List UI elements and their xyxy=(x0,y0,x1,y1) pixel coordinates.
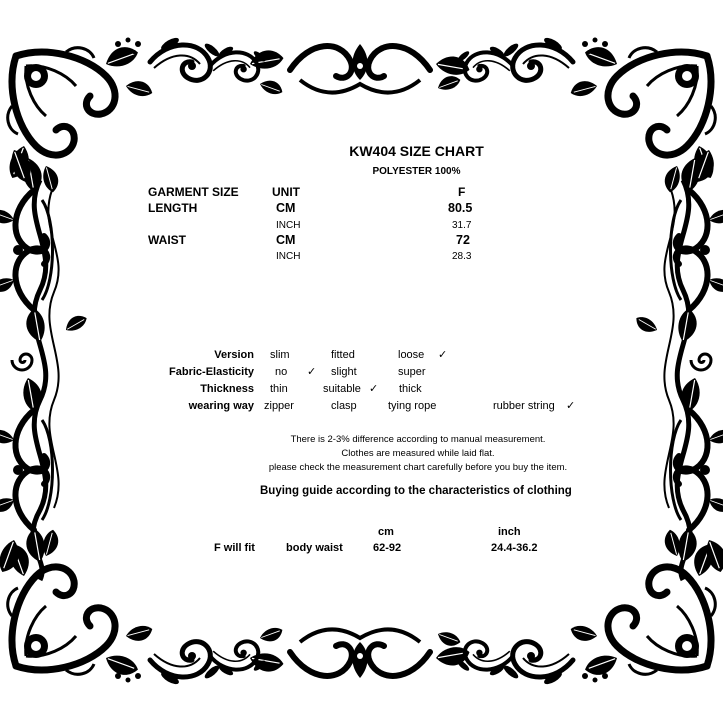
buying-guide-title: Buying guide according to the characteristics of clothing xyxy=(260,485,572,497)
header-garment-size: GARMENT SIZE xyxy=(148,185,239,199)
wearing-option-tying-rope: tying rope xyxy=(388,400,437,412)
fit-row-inch: 24.4-36.2 xyxy=(491,542,538,554)
version-option-loose: loose xyxy=(398,349,425,361)
fit-row-measure: body waist xyxy=(286,542,343,554)
elasticity-label: Fabric-Elasticity xyxy=(169,366,254,378)
row-waist-unit-cm: CM xyxy=(276,233,296,247)
version-option-fitted: fitted xyxy=(331,349,355,361)
row-waist-value-inch: 28.3 xyxy=(452,251,472,262)
row-waist-value-cm: 72 xyxy=(456,233,470,247)
version-check-icon: ✓ xyxy=(438,349,448,361)
row-length-label: LENGTH xyxy=(148,201,198,215)
corner-ornament-bottom-right xyxy=(569,528,718,679)
row-length-unit-cm: CM xyxy=(276,201,296,215)
thickness-label: Thickness xyxy=(200,383,254,395)
version-option-slim: slim xyxy=(270,349,290,361)
thickness-check-icon: ✓ xyxy=(369,383,379,395)
elasticity-check-icon: ✓ xyxy=(307,366,317,378)
header-size-f: F xyxy=(458,185,466,199)
row-waist-unit-inch: INCH xyxy=(276,251,301,262)
row-length-value-cm: 80.5 xyxy=(448,201,473,215)
thickness-option-suitable: suitable xyxy=(323,383,361,395)
wearing-way-label: wearing way xyxy=(188,400,254,412)
wearing-check-icon: ✓ xyxy=(566,400,576,412)
elasticity-option-super: super xyxy=(398,366,426,378)
row-length-unit-inch: INCH xyxy=(276,220,301,231)
thickness-option-thick: thick xyxy=(399,383,422,395)
row-length-value-inch: 31.7 xyxy=(452,220,472,231)
fit-col-inch: inch xyxy=(498,526,521,538)
header-unit: UNIT xyxy=(272,185,300,199)
note-line: please check the measurement chart carefully before you buy the item. xyxy=(268,462,568,473)
wearing-option-zipper: zipper xyxy=(264,400,294,412)
elasticity-option-slight: slight xyxy=(331,366,357,378)
wearing-option-rubber-string: rubber string xyxy=(493,400,555,412)
fit-row-cm: 62-92 xyxy=(373,542,402,554)
version-label: Version xyxy=(214,349,254,361)
chart-title: KW404 SIZE CHART xyxy=(349,143,484,159)
wearing-option-clasp: clasp xyxy=(331,400,357,412)
row-waist-label: WAIST xyxy=(148,233,186,247)
corner-ornament-bottom-left xyxy=(5,528,154,679)
note-line: There is 2-3% difference according to manual measurement. xyxy=(290,434,546,445)
note-line: Clothes are measured while laid flat. xyxy=(341,448,495,459)
fit-row-label: F will fit xyxy=(214,542,255,554)
elasticity-option-no: no xyxy=(275,366,288,378)
thickness-option-thin: thin xyxy=(270,383,288,395)
fit-col-cm: cm xyxy=(378,526,394,538)
material-label: POLYESTER 100% xyxy=(372,166,461,177)
